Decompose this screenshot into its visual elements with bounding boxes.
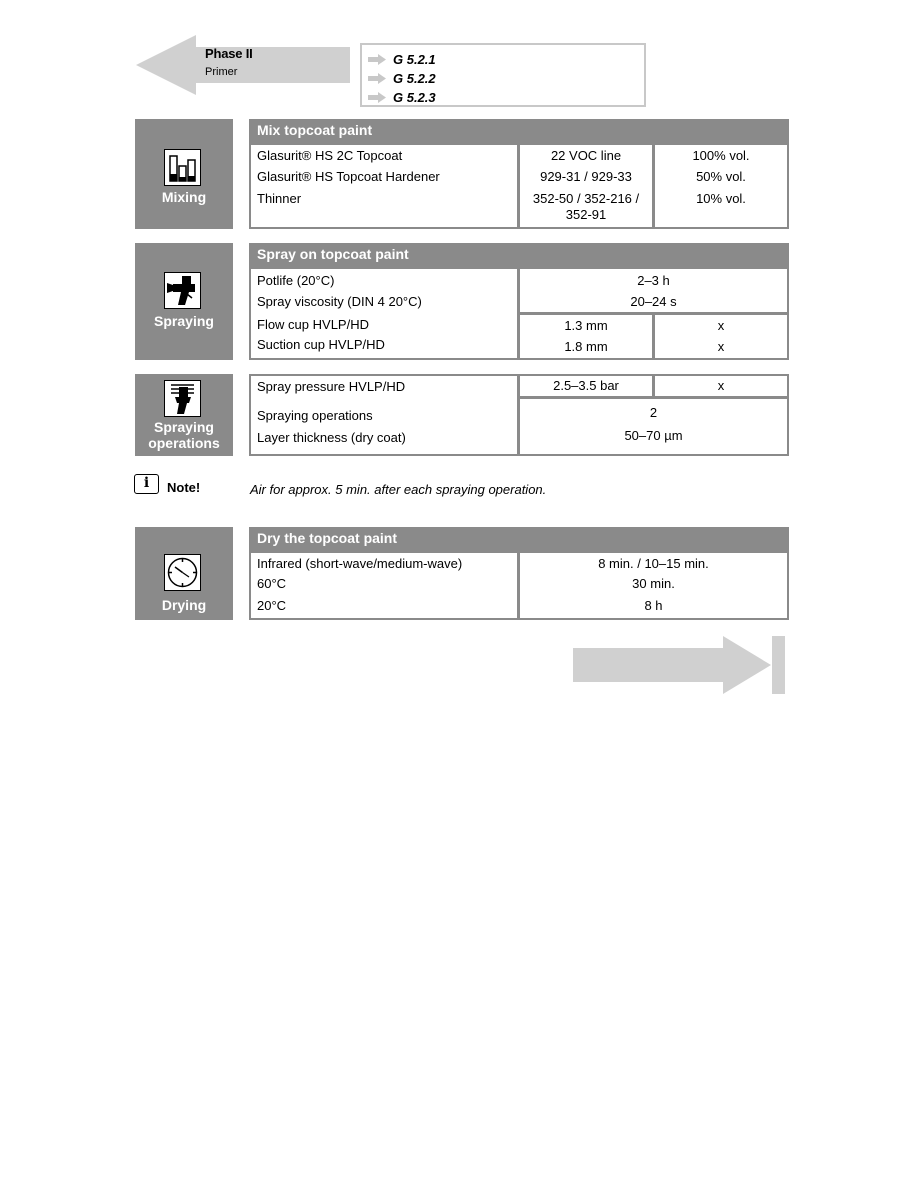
mixing-product: 352-91: [565, 207, 607, 222]
viscosity-value: 20–24 s: [630, 294, 677, 309]
mixing-row-label: Glasurit® HS Topcoat Hardener: [257, 169, 440, 184]
phase-title: Phase II: [205, 46, 253, 61]
drying-value-cell: [520, 553, 787, 618]
next-step-arrow[interactable]: [573, 636, 787, 699]
note-label: Note!: [167, 480, 201, 495]
drying-row-label: 60°C: [257, 576, 287, 591]
drying-row-value: 30 min.: [632, 576, 675, 591]
drying-panel: [249, 527, 789, 620]
spraying-label: Spraying: [154, 313, 214, 329]
potlife-value: 2–3 h: [637, 273, 670, 288]
operations-value-cell: [520, 399, 787, 454]
mixing-row-label: Glasurit® HS 2C Topcoat: [257, 148, 403, 163]
mixing-ratio: 100% vol.: [692, 148, 750, 163]
thickness-value: 50–70 µm: [624, 428, 683, 443]
suction-cup-label: Suction cup HVLP/HD: [257, 337, 385, 352]
spray-gun-icon: [164, 272, 201, 309]
note-text: Air for approx. 5 min. after each spraying operation.: [250, 482, 547, 497]
drying-side-panel: [135, 527, 233, 620]
reference-label: G 5.2.3: [393, 90, 436, 105]
phase-back-arrow[interactable]: [136, 35, 350, 95]
operations-count-value: 2: [649, 405, 658, 420]
reference-link[interactable]: [368, 50, 644, 69]
pressure-value-cell: [520, 376, 652, 396]
arrow-right-icon: [368, 73, 386, 84]
mixing-product: 352-50 / 352-216 /: [532, 191, 640, 206]
drying-row-label: 20°C: [257, 598, 287, 613]
mixing-side-panel: [135, 119, 233, 229]
potlife-label: Potlife (20°C): [257, 273, 335, 288]
spraying-panel: [249, 243, 789, 360]
reference-label: G 5.2.1: [393, 52, 436, 67]
mixing-panel: [249, 119, 789, 229]
end-arrow-icon: [573, 636, 787, 694]
pressure-x-cell: [655, 376, 787, 396]
reference-box: [360, 43, 646, 107]
arrow-right-icon: [368, 54, 386, 65]
suction-cup-value: 1.8 mm: [564, 339, 608, 354]
pressure-value: 2.5–3.5 bar: [553, 378, 619, 393]
operations-label-line1: Spraying: [154, 419, 214, 435]
drying-header: Dry the topcoat paint: [257, 530, 398, 546]
reference-link[interactable]: [368, 69, 644, 88]
flow-cup-x: x: [717, 318, 725, 333]
drying-label: Drying: [161, 597, 207, 613]
spraying-header: Spray on topcoat paint: [257, 246, 409, 262]
pressure-label: Spray pressure HVLP/HD: [257, 379, 406, 394]
suction-cup-x: x: [717, 339, 725, 354]
flow-cup-value: 1.3 mm: [564, 318, 608, 333]
thickness-label: Layer thickness (dry coat): [257, 430, 406, 445]
operations-panel: [249, 374, 789, 456]
nozzle-x-cell: [655, 315, 787, 358]
operations-label-cell: [251, 376, 517, 454]
mixing-ratio: 10% vol.: [696, 191, 746, 206]
clock-icon: [164, 554, 201, 591]
drying-row-value: 8 min. / 10–15 min.: [598, 556, 709, 571]
reference-link[interactable]: [368, 88, 644, 107]
spray-operations-icon: [164, 380, 201, 417]
drying-row-value: 8 h: [644, 598, 663, 613]
mixing-label-cell: [251, 145, 517, 227]
mixing-product-cell: [520, 145, 652, 227]
spraying-label-cell: [251, 269, 517, 358]
spraying-side-panel: [135, 243, 233, 360]
mixing-label: Mixing: [161, 189, 207, 205]
mixing-ratio-cell: [655, 145, 787, 227]
mixing-ratio: 50% vol.: [696, 169, 746, 184]
viscosity-label: Spray viscosity (DIN 4 20°C): [257, 294, 422, 309]
pressure-x: x: [717, 378, 725, 393]
nozzle-size-cell: [520, 315, 652, 358]
drying-row-label: Infrared (short-wave/medium-wave): [257, 556, 463, 571]
phase-subtitle: Primer: [205, 66, 238, 78]
flow-cup-label: Flow cup HVLP/HD: [257, 317, 369, 332]
operations-side-panel: [135, 374, 233, 456]
arrow-right-icon: [368, 92, 386, 103]
info-icon: i: [134, 474, 159, 494]
drying-label-cell: [251, 553, 517, 618]
back-arrow-shape: [136, 35, 350, 95]
reference-label: G 5.2.2: [393, 71, 436, 86]
mixing-product: 929-31 / 929-33: [540, 169, 632, 184]
mixing-product: 22 VOC line: [550, 148, 622, 163]
operations-label-line2: operations: [148, 435, 220, 451]
mixing-icon: [164, 149, 201, 186]
mixing-header: Mix topcoat paint: [257, 122, 373, 138]
operations-count-label: Spraying operations: [257, 408, 373, 423]
mixing-row-label: Thinner: [257, 191, 302, 206]
spraying-value-cell: [520, 269, 787, 312]
